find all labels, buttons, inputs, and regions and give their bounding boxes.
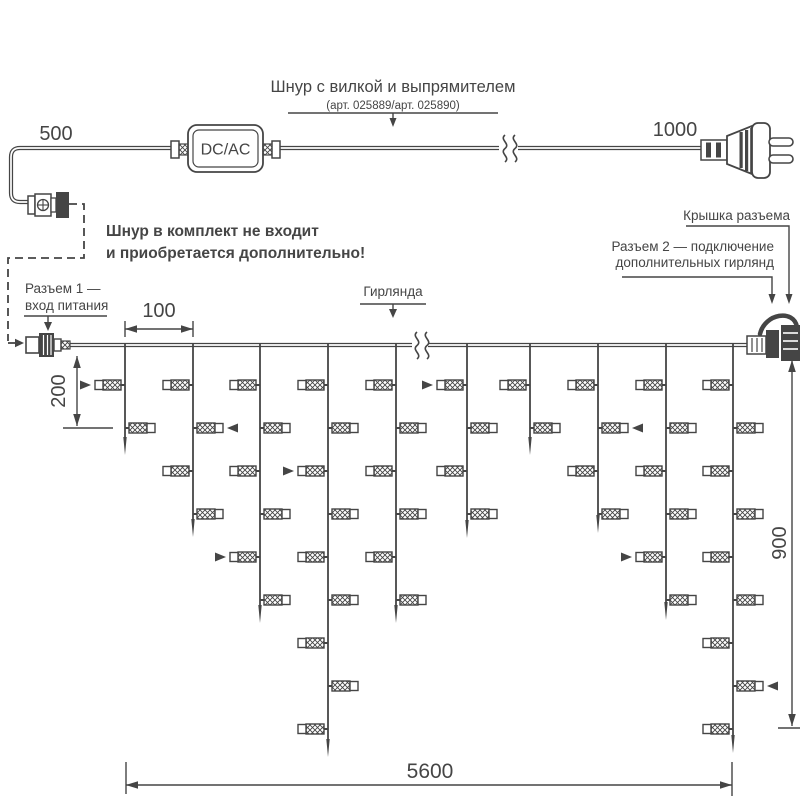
lamp-cap	[418, 596, 426, 605]
lamp-cap	[163, 467, 171, 476]
lamp	[733, 595, 763, 605]
lamp	[636, 466, 666, 476]
dim-200-block	[48, 356, 113, 428]
title-leader-arrow	[390, 118, 397, 127]
connector1-icon	[26, 333, 70, 357]
lamp	[298, 380, 328, 390]
lamp	[328, 681, 358, 691]
lamp-bulb	[332, 509, 350, 519]
lamp	[703, 552, 733, 562]
lamp-cap	[636, 467, 644, 476]
connector2-line2: дополнительных гирлянд	[615, 255, 774, 270]
lamp-bulb	[711, 552, 729, 562]
connector1-line2: вход питания	[25, 298, 109, 313]
note-block	[106, 223, 365, 262]
lamp-bulb	[171, 466, 189, 476]
lamp-bulb	[306, 466, 324, 476]
lamp-bulb	[737, 423, 755, 433]
lamp-bulb	[737, 681, 755, 691]
dim-first-drop: 200	[48, 374, 70, 408]
lamp-bulb	[400, 595, 418, 605]
lamp	[193, 509, 223, 519]
dim-drop-spacing: 100	[142, 300, 176, 322]
lamp	[260, 509, 290, 519]
drop-tip	[191, 519, 194, 537]
cord-break-icon	[503, 135, 516, 162]
garland-label-block	[360, 284, 426, 318]
lamp	[621, 552, 666, 562]
lamp	[733, 423, 763, 433]
lamp-cap	[703, 553, 711, 562]
connector2-label-block	[611, 239, 775, 304]
lamp-cap	[298, 553, 306, 562]
converter-right-nub-rib	[263, 144, 272, 155]
lamp-cap	[620, 424, 628, 433]
lamp-bulb	[332, 595, 350, 605]
lamp-bulb	[171, 380, 189, 390]
lamp-cap	[437, 381, 445, 390]
dim-900-block	[769, 360, 800, 728]
lamp-cap	[552, 424, 560, 433]
lamp-bulb	[711, 466, 729, 476]
lamp-bulb	[306, 724, 324, 734]
lamp-cap	[282, 596, 290, 605]
direction-arrow-icon	[283, 467, 294, 476]
converter-left-nub	[171, 141, 179, 158]
lamp-bulb	[264, 509, 282, 519]
lamp-cap	[755, 424, 763, 433]
lamp	[598, 423, 643, 433]
lamp	[598, 509, 628, 519]
note-line1: Шнур в комплект не входит	[106, 223, 319, 240]
icicle-drop	[366, 343, 426, 623]
lamp-bulb	[670, 595, 688, 605]
lamp-bulb	[737, 509, 755, 519]
lamp	[422, 380, 467, 390]
lamp	[366, 466, 396, 476]
lamp-cap	[418, 510, 426, 519]
icicle-drop	[621, 343, 696, 620]
lamp-cap	[703, 381, 711, 390]
lamp-bulb	[602, 423, 620, 433]
converter-right-nub	[272, 141, 280, 158]
lamp-bulb	[400, 509, 418, 519]
direction-arrow-icon	[80, 381, 91, 390]
lamp-cap	[163, 381, 171, 390]
lamp	[366, 552, 396, 562]
lamp-cap	[755, 596, 763, 605]
lamp	[298, 638, 328, 648]
lamp	[125, 423, 155, 433]
lamp-bulb	[264, 423, 282, 433]
lamp	[80, 380, 125, 390]
lamp-cap	[350, 424, 358, 433]
dc-ac-label: DC/AC	[200, 141, 251, 159]
lamp-cap	[366, 553, 374, 562]
lamp-cap	[703, 725, 711, 734]
lamp-cap	[147, 424, 155, 433]
lamp	[733, 509, 763, 519]
lamp-bulb	[711, 724, 729, 734]
lamp-bulb	[332, 681, 350, 691]
lamp	[530, 423, 560, 433]
lamp-bulb	[471, 509, 489, 519]
lamp	[636, 380, 666, 390]
lamp	[703, 466, 733, 476]
lamp-bulb	[374, 552, 392, 562]
note-line2: и приобретается дополнительно!	[106, 245, 366, 262]
icicle-drop	[568, 343, 643, 533]
lamp	[328, 509, 358, 519]
lamp-cap	[489, 424, 497, 433]
lamp-bulb	[306, 380, 324, 390]
cord-article-numbers: (арт. 025889/арт. 025890)	[326, 100, 460, 112]
lamp-cap	[230, 381, 238, 390]
lamp-bulb	[197, 509, 215, 519]
connector1-leader-arrow	[44, 322, 52, 331]
plug-prong-bottom	[769, 155, 793, 163]
lamp-cap	[620, 510, 628, 519]
plug-prong-top	[769, 138, 793, 146]
lamp-cap	[350, 682, 358, 691]
lamp	[215, 552, 260, 562]
lamp	[328, 595, 358, 605]
lamp	[467, 509, 497, 519]
lamp	[568, 380, 598, 390]
drop-tip	[394, 605, 397, 623]
connector2-icon	[747, 316, 800, 361]
garland-leader-arrow	[389, 309, 397, 318]
lamp-cap	[568, 381, 576, 390]
lamp-cap	[298, 467, 306, 476]
drop-tip	[528, 437, 531, 455]
lamp-bulb	[238, 380, 256, 390]
lamp-cap	[282, 510, 290, 519]
lamp-cap	[489, 510, 497, 519]
lamp-bulb	[644, 380, 662, 390]
cord-end-connector-icon	[28, 192, 69, 218]
cap-label: Крышка разъема	[683, 208, 790, 223]
lamp-cap	[282, 424, 290, 433]
lamp	[163, 380, 193, 390]
lamp	[703, 724, 733, 734]
garland-break-icon	[415, 332, 428, 359]
lamp	[703, 380, 733, 390]
lamp-bulb	[374, 380, 392, 390]
lamp	[396, 423, 426, 433]
lamp-cap	[703, 639, 711, 648]
drop-tip	[731, 735, 734, 753]
lamp-cap	[350, 596, 358, 605]
lamp-cap	[230, 553, 238, 562]
drops-layer	[80, 343, 778, 757]
drop-tip	[465, 520, 468, 538]
lamp-cap	[688, 596, 696, 605]
lamp	[230, 466, 260, 476]
lamp-cap	[215, 510, 223, 519]
lamp-bulb	[306, 638, 324, 648]
lamp-cap	[298, 639, 306, 648]
lamp-bulb	[471, 423, 489, 433]
lamp	[500, 380, 530, 390]
lamp	[733, 681, 778, 691]
drop-tip	[664, 602, 667, 620]
drop-tip	[123, 437, 126, 455]
lamp-cap	[298, 725, 306, 734]
lamp-bulb	[534, 423, 552, 433]
drop-tip	[596, 515, 599, 533]
lamp-bulb	[374, 466, 392, 476]
lamp-bulb	[264, 595, 282, 605]
lamp	[283, 466, 328, 476]
icicle-drop	[703, 343, 778, 753]
connector1-line1: Разъем 1 —	[25, 281, 101, 296]
lamp	[703, 638, 733, 648]
lamp	[396, 595, 426, 605]
lamp-cap	[568, 467, 576, 476]
lamp-cap	[703, 467, 711, 476]
lamp-cap	[755, 682, 763, 691]
lamp	[467, 423, 497, 433]
lamp-bulb	[670, 423, 688, 433]
lamp-bulb	[576, 466, 594, 476]
icicle-drop	[80, 343, 155, 455]
lamp-cap	[298, 381, 306, 390]
direction-arrow-icon	[621, 553, 632, 562]
dim-cord-left: 500	[39, 123, 73, 145]
drop-tip	[326, 739, 329, 757]
lamp-bulb	[644, 552, 662, 562]
lamp-bulb	[306, 552, 324, 562]
lamp-cap	[418, 424, 426, 433]
direction-arrow-icon	[215, 553, 226, 562]
lamp-cap	[688, 510, 696, 519]
cap-leader-arrow	[786, 294, 793, 304]
lamp-cap	[366, 381, 374, 390]
lamp-bulb	[103, 380, 121, 390]
dashed-path-arrow	[15, 339, 24, 347]
lamp-cap	[366, 467, 374, 476]
lamp-bulb	[711, 380, 729, 390]
lamp	[260, 595, 290, 605]
dim-total-length: 5600	[406, 760, 454, 783]
lamp-bulb	[400, 423, 418, 433]
lamp-cap	[350, 510, 358, 519]
lamp-bulb	[238, 552, 256, 562]
direction-arrow-icon	[632, 424, 643, 433]
cord-title-block	[271, 78, 516, 127]
lamp	[328, 423, 358, 433]
lamp-bulb	[670, 509, 688, 519]
lamp-cap	[95, 381, 103, 390]
lamp	[396, 509, 426, 519]
icicle-drop	[422, 343, 497, 538]
lamp	[666, 595, 696, 605]
direction-arrow-icon	[422, 381, 433, 390]
direction-arrow-icon	[767, 682, 778, 691]
connector2-leader-arrow	[769, 294, 776, 304]
lamp	[666, 423, 696, 433]
lamp-cap	[636, 381, 644, 390]
lamp	[437, 466, 467, 476]
icicle-drop	[215, 343, 290, 623]
lamp	[298, 552, 328, 562]
lamp-bulb	[238, 466, 256, 476]
lamp	[163, 466, 193, 476]
lamp	[568, 466, 598, 476]
lamp-bulb	[576, 380, 594, 390]
lamp-cap	[636, 553, 644, 562]
connector2-line1: Разъем 2 — подключение	[611, 239, 774, 254]
drop-tip	[258, 605, 261, 623]
cord-title: Шнур с вилкой и выпрямителем	[270, 78, 516, 96]
lamp	[298, 724, 328, 734]
dim-max-drop: 900	[769, 526, 791, 560]
dim-cord-right: 1000	[652, 119, 698, 141]
mains-plug-icon	[701, 123, 793, 178]
lamp	[666, 509, 696, 519]
garland-label: Гирлянда	[363, 284, 423, 299]
lamp-bulb	[445, 380, 463, 390]
lamp-bulb	[508, 380, 526, 390]
lamp	[260, 423, 290, 433]
lamp-cap	[688, 424, 696, 433]
lamp-cap	[230, 467, 238, 476]
connector1-label-block	[24, 281, 108, 331]
direction-arrow-icon	[227, 424, 238, 433]
dc-ac-converter	[171, 125, 280, 172]
converter-left-nub-rib	[179, 144, 188, 155]
icicle-drop	[283, 343, 358, 757]
lamp-bulb	[445, 466, 463, 476]
dim-100-block	[125, 300, 193, 337]
lamp-bulb	[711, 638, 729, 648]
connector2-leader-line	[622, 277, 772, 295]
icicle-drop	[500, 343, 560, 455]
lamp-cap	[437, 467, 445, 476]
lamp-cap	[755, 510, 763, 519]
lamp-bulb	[197, 423, 215, 433]
lamp	[230, 380, 260, 390]
lamp-bulb	[737, 595, 755, 605]
lamp-bulb	[644, 466, 662, 476]
lamp-cap	[215, 424, 223, 433]
icicle-drop	[163, 343, 238, 537]
lamp-bulb	[129, 423, 147, 433]
lamp-cap	[500, 381, 508, 390]
dim-5600-block	[126, 760, 732, 796]
lamp-bulb	[332, 423, 350, 433]
lamp	[193, 423, 238, 433]
lamp	[366, 380, 396, 390]
lamp-bulb	[602, 509, 620, 519]
